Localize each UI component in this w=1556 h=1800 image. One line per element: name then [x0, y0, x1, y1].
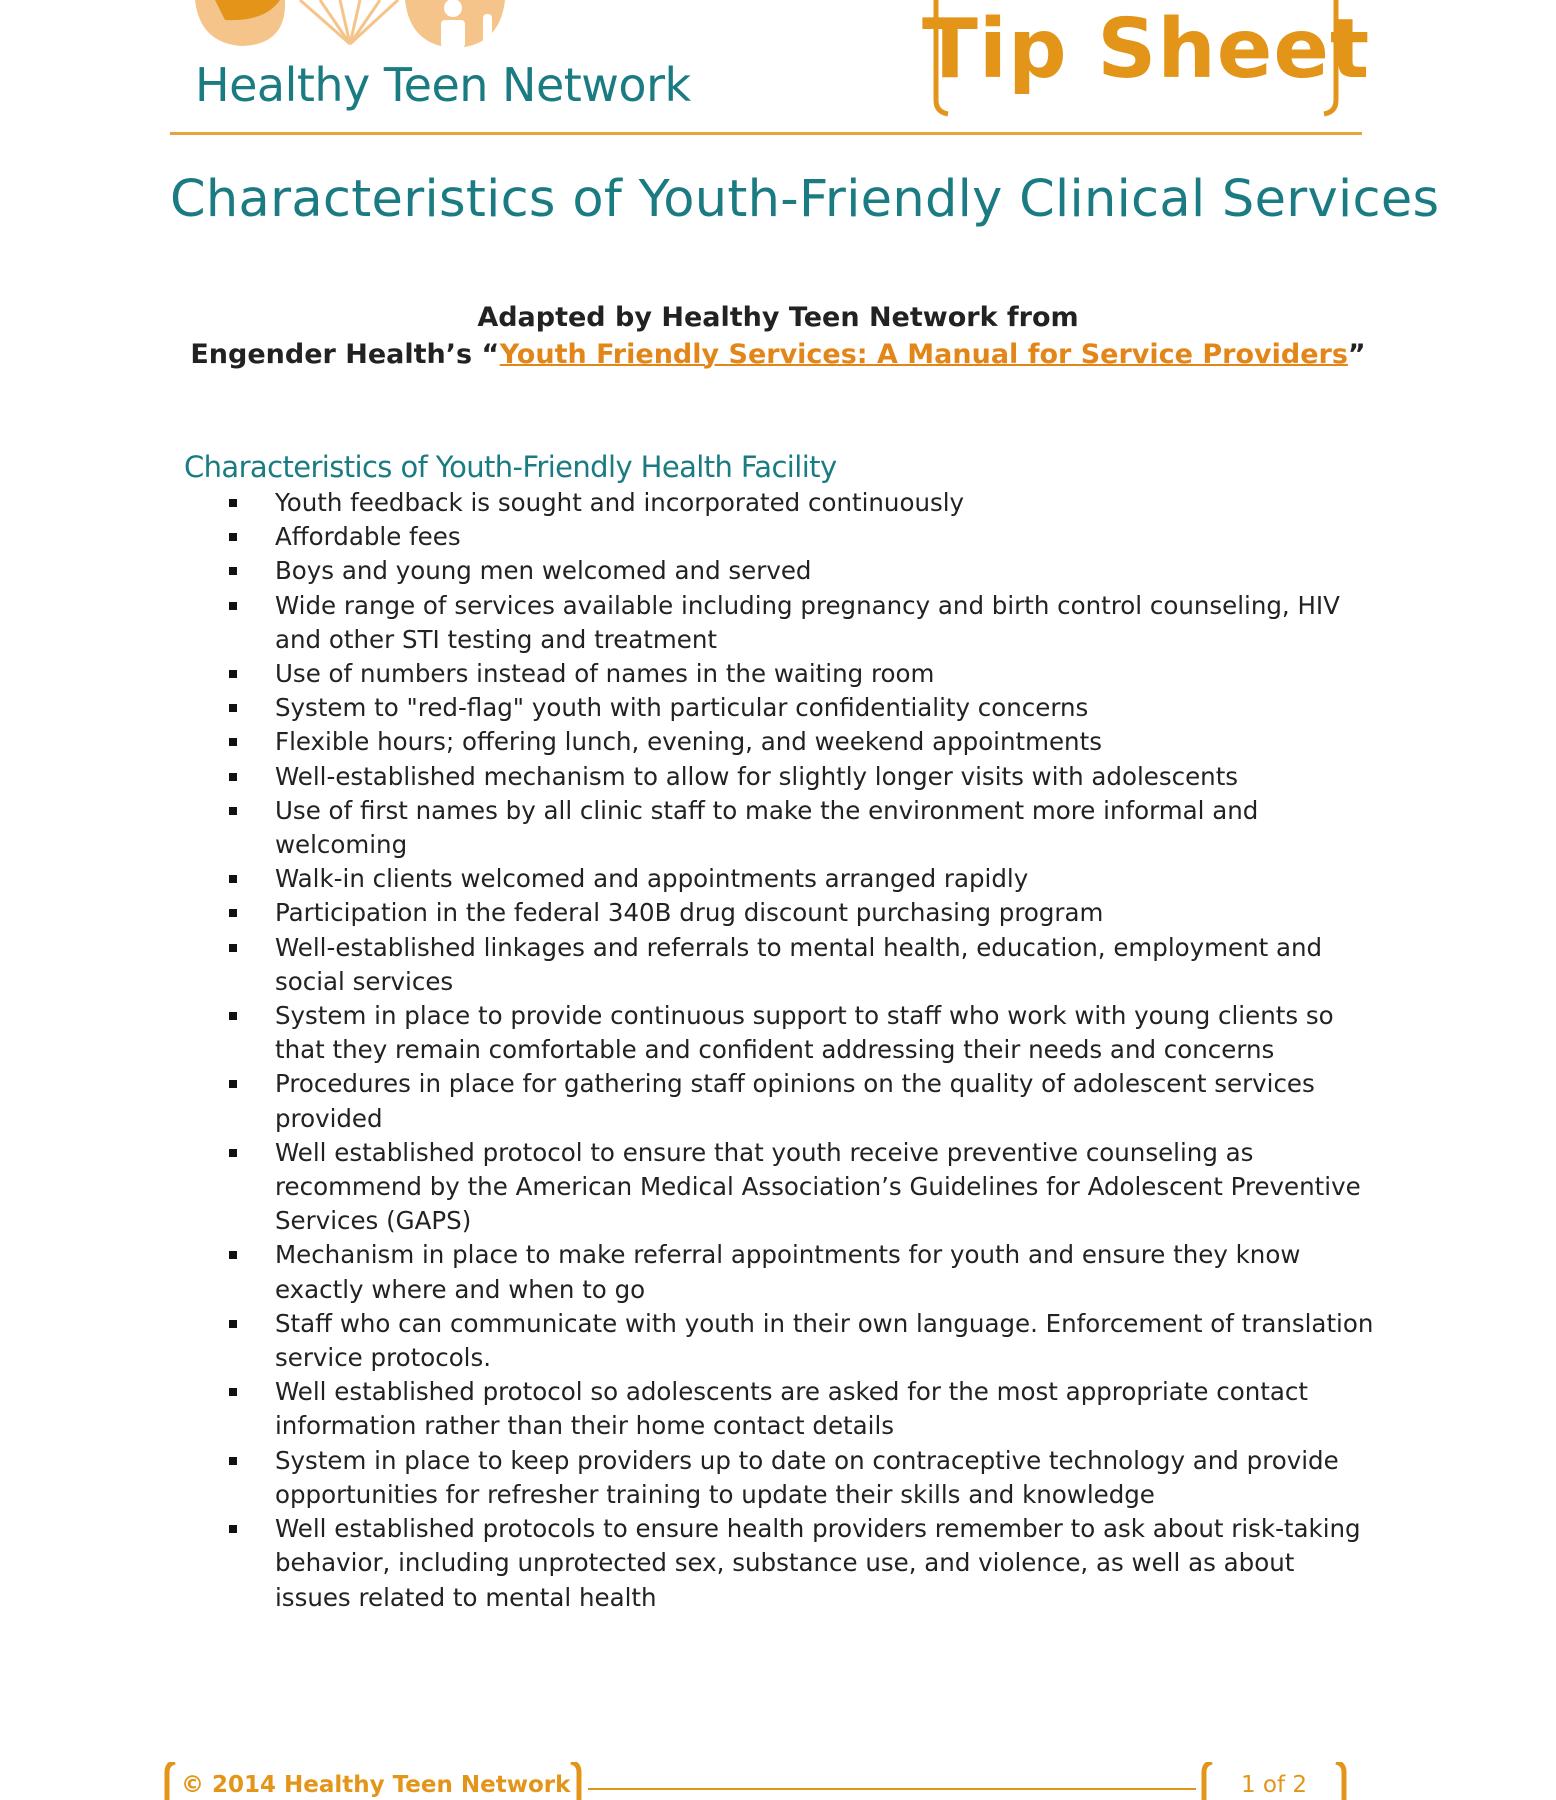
list-item: [224, 896, 1374, 930]
list-item: [224, 657, 1374, 691]
list-item-text: Well-established mechanism to allow for slightly longer visits with adolescents: [275, 761, 1239, 791]
list-item: [224, 862, 1374, 896]
tip-sheet-badge: [922, 0, 1371, 118]
square-bullet-icon: [229, 704, 237, 712]
document-title: Characteristics of Youth-Friendly Clinical Services: [170, 170, 1440, 229]
square-bullet-icon: [229, 807, 237, 815]
square-bullet-icon: [229, 1251, 237, 1259]
section-heading: Characteristics of Youth-Friendly Health Facility: [184, 450, 837, 484]
square-bullet-icon: [229, 1525, 237, 1533]
list-item: [224, 1375, 1374, 1443]
org-name: Healthy Teen Network: [195, 58, 691, 112]
header-divider: [170, 132, 1362, 135]
square-bullet-icon: [229, 738, 237, 746]
attribution-suffix: ”: [1347, 339, 1366, 370]
square-bullet-icon: [229, 1320, 237, 1328]
list-item-text: Wide range of services available including pregnancy and birth control counseling, HIV and other STI testing and treatment: [275, 590, 1340, 654]
square-bullet-icon: [229, 602, 237, 610]
tip-sheet-label: Tip Sheet: [922, 2, 1371, 97]
list-item-text: Well-established linkages and referrals to mental health, education, employment and social services: [275, 932, 1323, 996]
sun-and-people-logo-icon: [195, 0, 505, 50]
square-bullet-icon: [229, 909, 237, 917]
square-bullet-icon: [229, 944, 237, 952]
list-item-text: System in place to keep providers up to date on contraceptive technology and provide opportunities for refresher training to update their skills and knowledge: [275, 1445, 1339, 1509]
square-bullet-icon: [229, 1149, 237, 1157]
list-item: [224, 725, 1374, 759]
list-item-text: Flexible hours; offering lunch, evening, and weekend appointments: [275, 727, 1102, 757]
square-bullet-icon: [229, 875, 237, 883]
characteristics-list: [224, 486, 1374, 1615]
square-bullet-icon: [229, 499, 237, 507]
list-item: [224, 1136, 1374, 1239]
list-item-text: Well established protocol to ensure that youth receive preventive counseling as recommend by the American Medical Association’s Guidelines for Adolescent Preventive Services (GAPS): [275, 1137, 1361, 1236]
square-bullet-icon: [229, 1012, 237, 1020]
list-item: [224, 554, 1374, 588]
copyright-text: © 2014 Healthy Teen Network: [181, 1772, 571, 1798]
list-item: [224, 691, 1374, 725]
list-item: [224, 1067, 1374, 1135]
list-item-text: Affordable fees: [275, 522, 461, 552]
square-bullet-icon: [229, 1080, 237, 1088]
list-item-text: Use of first names by all clinic staff to make the environment more informal and welcoming: [275, 795, 1259, 860]
square-bullet-icon: [229, 533, 237, 541]
attribution-line-2: [0, 339, 1556, 370]
list-item: [224, 1512, 1374, 1615]
square-bullet-icon: [229, 567, 237, 575]
square-bullet-icon: [229, 1457, 237, 1465]
list-item-text: Youth feedback is sought and incorporated continuously: [275, 488, 965, 517]
source-manual-link[interactable]: Youth Friendly Services: A Manual for Service Providers: [499, 339, 1348, 370]
attribution-line-1: Adapted by Healthy Teen Network from: [477, 302, 1079, 333]
list-item-text: Walk-in clients welcomed and appointments arranged rapidly: [275, 864, 1029, 894]
list-item-text: System in place to provide continuous support to staff who work with young clients so that they remain comfortable and confident addressing their needs and concerns: [275, 1001, 1334, 1065]
square-bullet-icon: [229, 670, 237, 678]
list-item: [224, 589, 1374, 657]
list-item: [224, 1238, 1374, 1306]
list-item-text: Well established protocol so adolescents are asked for the most appropriate contact information rather than their home contact details: [275, 1377, 1308, 1441]
list-item: [224, 1307, 1374, 1375]
page-number: 1 of 2: [1240, 1772, 1308, 1798]
list-item-text: Use of numbers instead of names in the waiting room: [275, 659, 935, 689]
square-bullet-icon: [229, 773, 237, 781]
list-item: [224, 999, 1374, 1067]
list-item: [224, 1444, 1374, 1512]
list-item: [224, 520, 1374, 554]
footer-page-box: [1196, 1762, 1352, 1800]
square-bullet-icon: [229, 1388, 237, 1396]
list-item-text: Boys and young men welcomed and served: [275, 556, 812, 586]
list-item-text: Procedures in place for gathering staff opinions on the quality of adolescent services provided: [275, 1069, 1315, 1133]
list-item-text: Staff who can communicate with youth in their own language. Enforcement of translation service protocols.: [275, 1308, 1374, 1373]
footer-divider: [588, 1788, 1196, 1790]
attribution-prefix: Engender Health’s “: [190, 339, 500, 370]
list-item-text: System to "red-flag" youth with particular confidentiality concerns: [275, 693, 1089, 723]
list-item: [224, 486, 1374, 520]
list-item: [224, 794, 1374, 862]
list-item-text: Well established protocols to ensure health providers remember to ask about risk-taking behavior, including unprotected sex, substance use, and violence, as well as about issues related to mental health: [275, 1514, 1361, 1612]
list-item: [224, 931, 1374, 999]
list-item-text: Participation in the federal 340B drug discount purchasing program: [275, 898, 1104, 928]
footer-copyright-box: [155, 1762, 587, 1800]
list-item-text: Mechanism in place to make referral appointments for youth and ensure they know exactly where and when to go: [275, 1240, 1301, 1304]
list-item: [224, 760, 1374, 794]
